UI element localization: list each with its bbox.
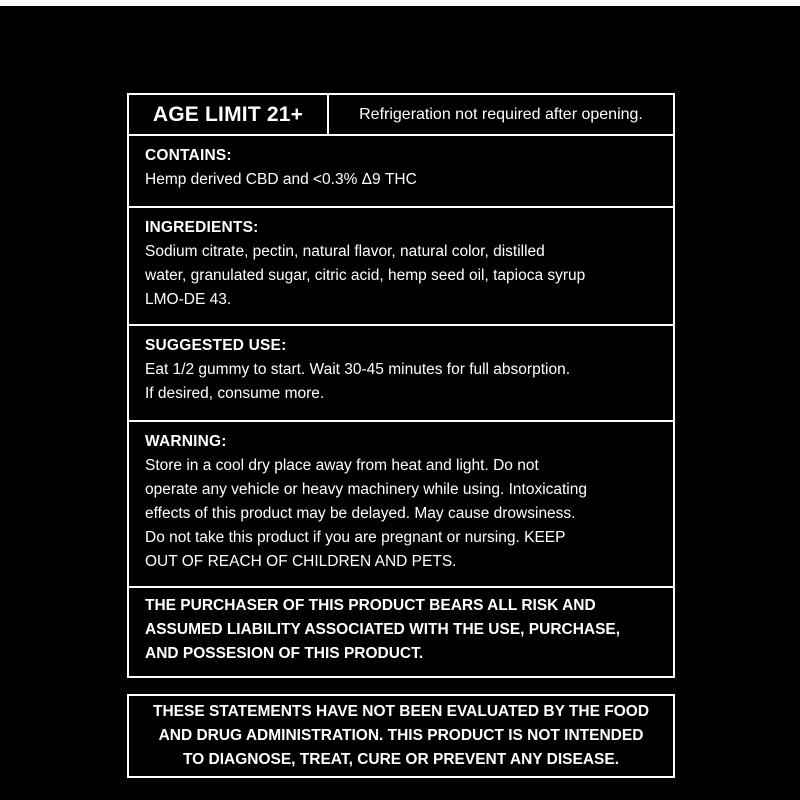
ingredients-title: INGREDIENTS: <box>145 219 259 236</box>
contains-section <box>129 136 673 208</box>
ingredients-body: Sodium citrate, pectin, natural flavor, natural color, distilled water, granulated sugar, citric acid, hemp seed oil, tapioca syrup LMO-DE 43. <box>145 243 586 308</box>
liability-section <box>129 588 673 676</box>
contains-body: Hemp derived CBD and <0.3% Δ9 THC <box>145 171 417 188</box>
suggested-use-section <box>129 326 673 422</box>
warning-section <box>129 422 673 588</box>
top-border-strip <box>0 0 800 6</box>
product-label-panel <box>127 93 675 678</box>
suggested-use-title: SUGGESTED USE: <box>145 337 287 354</box>
liability-statement: THE PURCHASER OF THIS PRODUCT BEARS ALL RISK AND ASSUMED LIABILITY ASSOCIATED WITH THE USE, PURCHASE, AND POSSESION OF THIS PRODUCT. <box>145 597 621 662</box>
ingredients-section <box>129 208 673 326</box>
warning-title: WARNING: <box>145 433 227 450</box>
label-header-row <box>129 95 673 136</box>
age-limit-badge: AGE LIMIT 21+ <box>129 95 329 134</box>
contains-title: CONTAINS: <box>145 147 232 164</box>
fda-disclaimer-box <box>127 694 675 778</box>
fda-disclaimer-text: THESE STATEMENTS HAVE NOT BEEN EVALUATED BY THE FOOD AND DRUG ADMINISTRATION. THIS PRODUCT IS NOT INTENDED TO DIAGNOSE, TREAT, CURE OR PREVENT ANY DISEASE. <box>152 703 650 768</box>
suggested-use-body: Eat 1/2 gummy to start. Wait 30-45 minutes for full absorption. If desired, consume more. <box>145 361 571 402</box>
refrigeration-note: Refrigeration not required after opening. <box>359 105 643 123</box>
warning-body: Store in a cool dry place away from heat and light. Do not operate any vehicle or heavy machinery while using. Intoxicating effects of this product may be delayed. May cause drowsiness. Do not take this product if you are pregnant or nursing. KEEP OUT OF REACH OF CHILDREN AND PETS. <box>145 457 587 570</box>
